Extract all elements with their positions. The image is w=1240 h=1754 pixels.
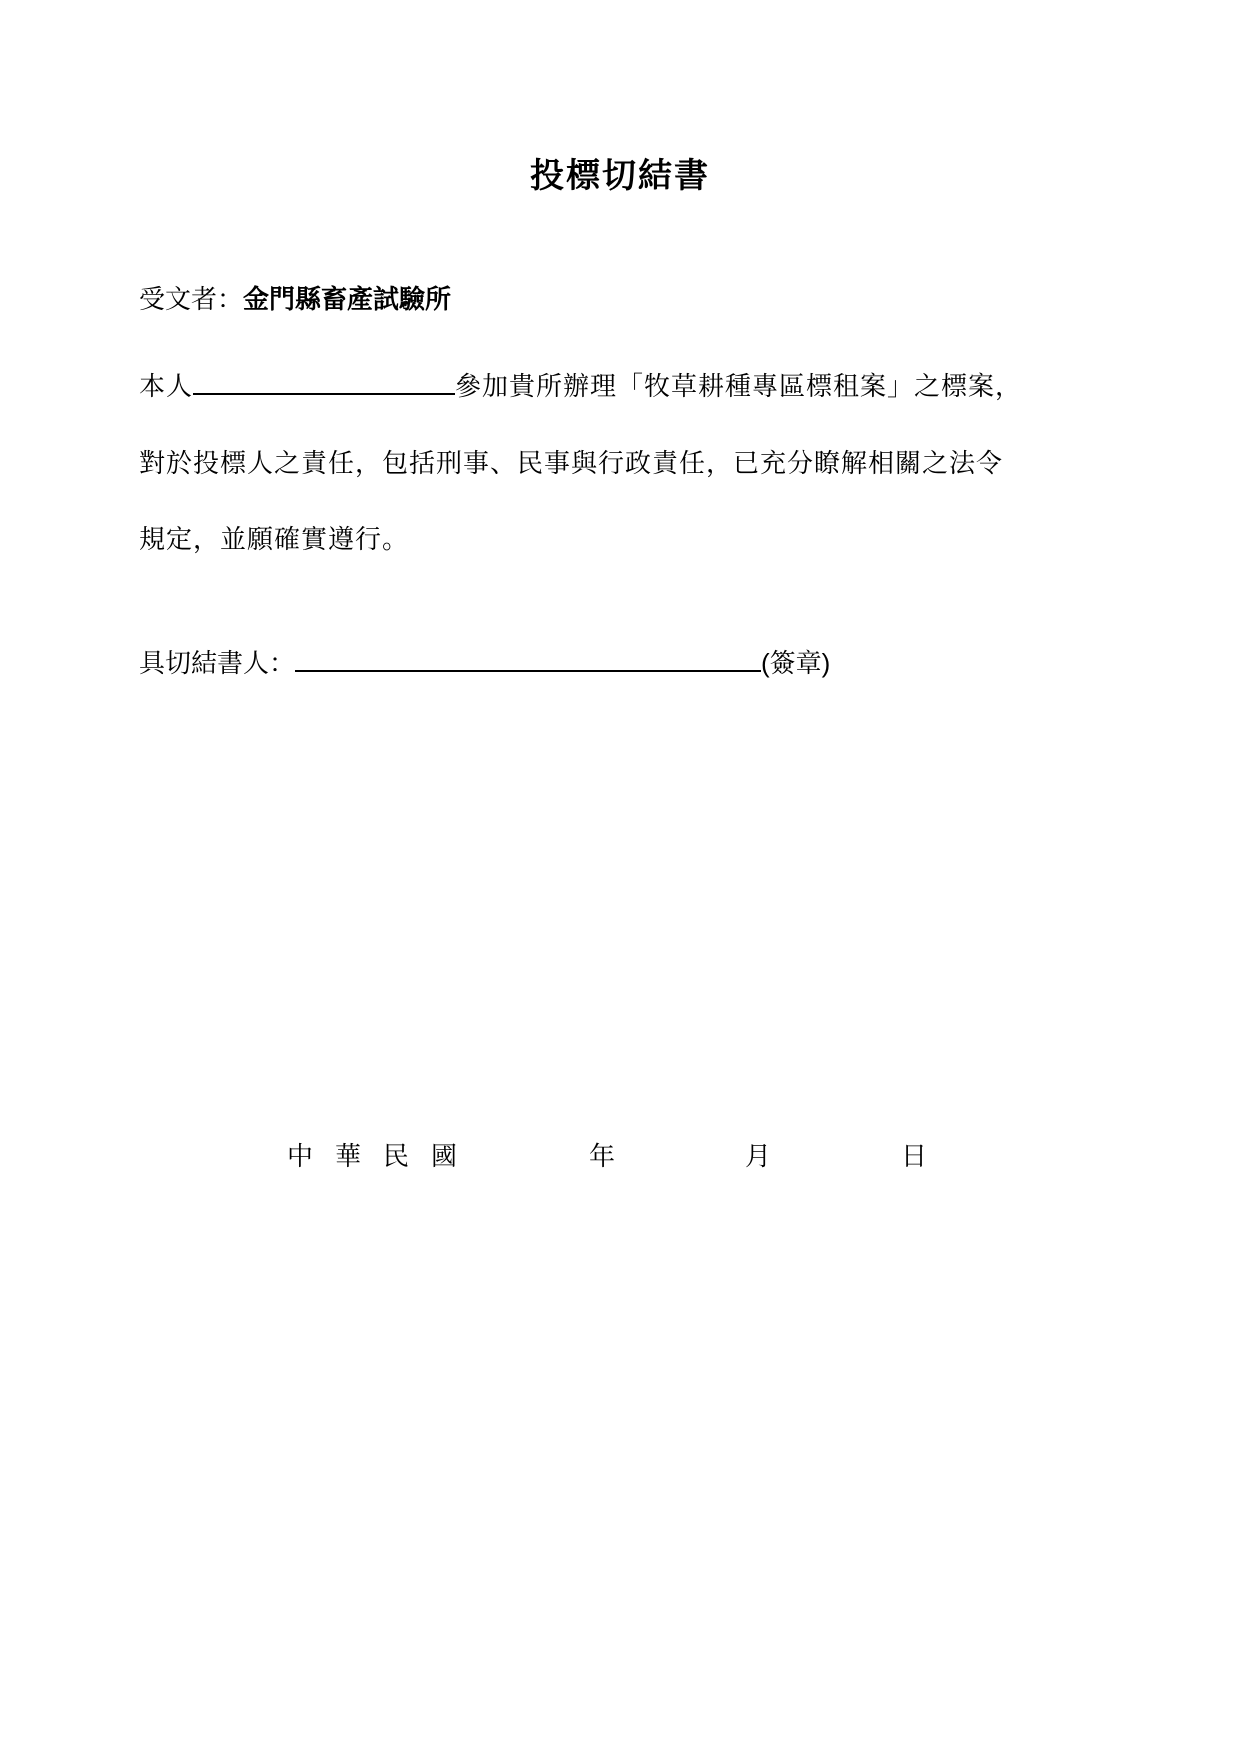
statement-line-2: 對於投標人之責任，包括刑事、民事與行政責任，已充分瞭解相關之法令 [139, 449, 1004, 479]
document-title: 投標切結書 [530, 156, 710, 196]
statement-prefix: 本人 [139, 372, 194, 402]
recipient-organization: 金門縣畜產試驗所 [243, 285, 452, 315]
recipient-line [139, 279, 451, 316]
statement-line-1-text: 參加貴所辦理「牧草耕種專區標租案」之標案， [455, 372, 1023, 402]
date-year: 年 [589, 1142, 616, 1172]
recipient-label: 受文者： [139, 285, 244, 315]
signer-label: 具切結書人： [139, 649, 296, 679]
signature-blank-field[interactable] [295, 644, 761, 672]
name-blank-field[interactable] [193, 367, 455, 395]
date-month: 月 [745, 1142, 772, 1172]
date-day: 日 [901, 1142, 928, 1172]
date-era: 中華民國 [287, 1142, 480, 1172]
signature-note: (簽章) [761, 648, 831, 678]
statement-line-1 [139, 366, 1022, 403]
statement-line-3: 規定，並願確實遵行。 [139, 525, 410, 555]
signer-line [139, 643, 830, 680]
